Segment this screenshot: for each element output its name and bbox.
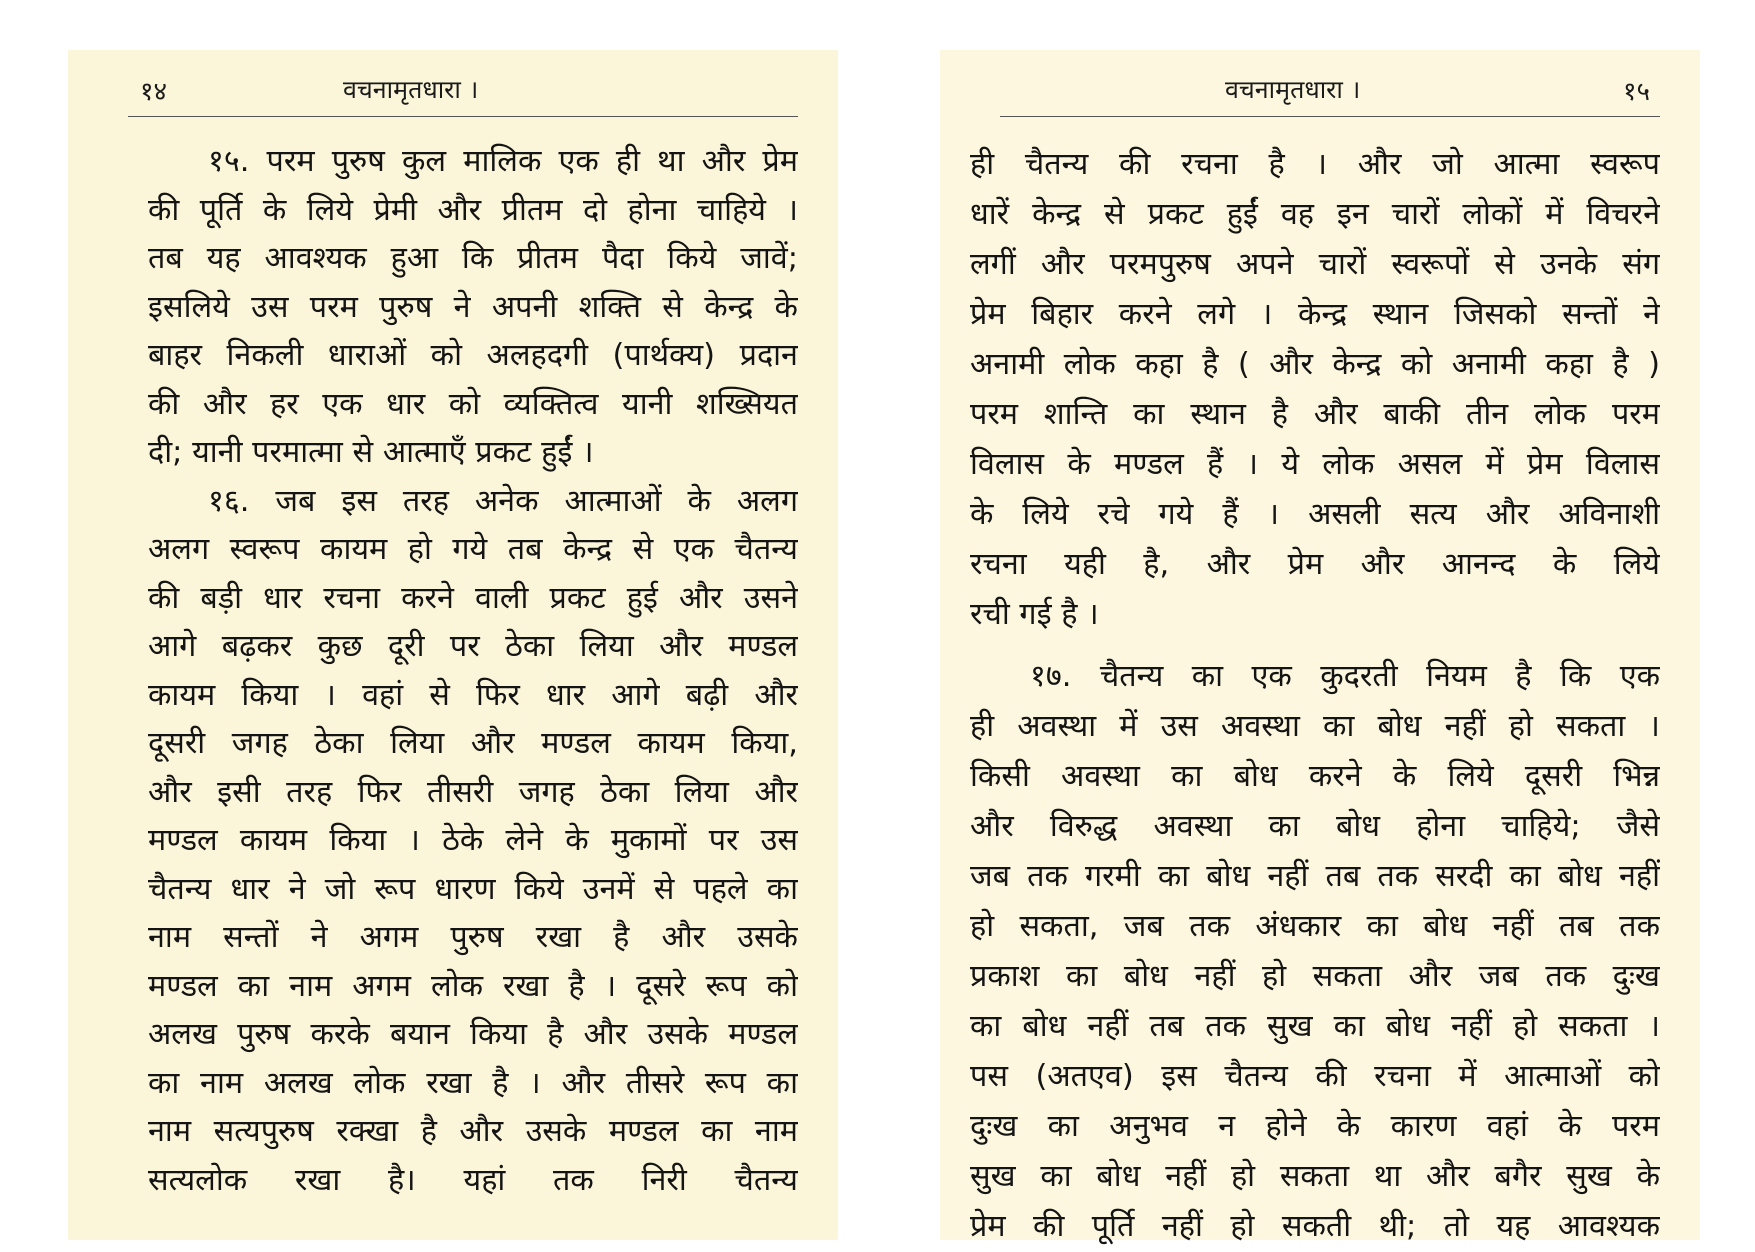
- text-line: दूसरी जगह ठेका लिया और मण्डल कायम किया,: [148, 726, 798, 761]
- paragraph-gap: [970, 640, 1660, 652]
- text-line: चैतन्य धार ने जो रूप धारण किये उनमें से पहले का: [148, 871, 798, 907]
- text-line: ही चैतन्य की रचना है । और जो आत्मा स्वरूप: [970, 147, 1660, 182]
- text-line: धारें केन्द्र से प्रकट हुईं वह इन चारों लोकों में विचरने: [970, 197, 1660, 232]
- text-line: अलग स्वरूप कायम हो गये तब केन्द्र से एक चैतन्य: [148, 532, 798, 567]
- text-line: लगीं और परमपुरुष अपने चारों स्वरूपों से उनके संग: [970, 247, 1660, 282]
- text-line: रचना यही है, और प्रेम और आनन्द के लिये: [970, 547, 1660, 582]
- text-line: इसलिये उस परम पुरुष ने अपनी शक्ति से केन्द्र के: [148, 289, 798, 325]
- text-line: पस (अतएव) इस चैतन्य की रचना में आत्माओं को: [970, 1059, 1660, 1094]
- text-line: परम शान्ति का स्थान है और बाकी तीन लोक परम: [970, 397, 1660, 432]
- page-number: १५: [1622, 77, 1650, 107]
- text-line: और इसी तरह फिर तीसरी जगह ठेका लिया और: [148, 774, 798, 810]
- right-page: [940, 50, 1700, 1244]
- text-line: अनामी लोक कहा है ( और केन्द्र को अनामी कहा है ): [970, 347, 1660, 382]
- text-line: रची गई है ।: [970, 597, 1099, 632]
- text-line: अलख पुरुष करके बयान किया है और उसके मण्डल: [148, 1017, 798, 1052]
- right-page-header: [1000, 72, 1660, 117]
- text-line: मण्डल का नाम अगम लोक रखा है । दूसरे रूप को: [148, 968, 798, 1004]
- text-line: प्रेम बिहार करने लगे । केन्द्र स्थान जिसको सन्तों ने: [970, 297, 1660, 332]
- text-line: सत्यलोक रखा है। यहां तक निरी चैतन्य: [148, 1162, 798, 1198]
- text-line: और विरुद्ध अवस्था का बोध होना चाहिये; जैसे: [970, 809, 1660, 844]
- text-line: की और हर एक धार को व्यक्तित्व यानी शख्सियत: [148, 386, 798, 422]
- text-line: के लिये रचे गये हैं । असली सत्य और अविनाशी: [970, 497, 1660, 532]
- text-line: दुःख का अनुभव न होने के कारण वहां के परम: [970, 1109, 1660, 1144]
- text-line: नाम सन्तों ने अगम पुरुष रखा है और उसके: [148, 920, 798, 955]
- running-title: वचनामृतधारा ।: [1225, 75, 1361, 104]
- text-line: जब तक गरमी का बोध नहीं तब तक सरदी का बोध नहीं: [970, 859, 1660, 894]
- text-line: तब यह आवश्यक हुआ कि प्रीतम पैदा किये जावें;: [148, 241, 798, 276]
- left-page-text: [148, 138, 798, 1205]
- text-line: की बड़ी धार रचना करने वाली प्रकट हुई और उसने: [148, 580, 798, 616]
- text-line: प्रेम की पूर्ति नहीं हो सकती थी; तो यह आवश्यक: [970, 1209, 1660, 1244]
- text-line: की पूर्ति के लिये प्रेमी और प्रीतम दो होना चाहिये ।: [148, 192, 798, 228]
- right-page-text: [970, 140, 1660, 1252]
- running-title: वचनामृतधारा ।: [343, 75, 479, 104]
- left-page: [68, 50, 838, 1240]
- text-line: दी; यानी परमात्मा से आत्माएँ प्रकट हुईं ।: [148, 435, 594, 470]
- text-line: १५. परम पुरुष कुल मालिक एक ही था और प्रेम: [208, 144, 798, 179]
- text-line: कायम किया । वहां से फिर धार आगे बढ़ी और: [148, 677, 798, 713]
- text-line: सुख का बोध नहीं हो सकता था और बगैर सुख के: [970, 1159, 1660, 1194]
- page-number: १४: [140, 77, 168, 107]
- text-line: मण्डल कायम किया । ठेके लेने के मुकामों पर उस: [148, 823, 798, 858]
- text-line: ही अवस्था में उस अवस्था का बोध नहीं हो सकता ।: [970, 709, 1660, 744]
- text-line: प्रकाश का बोध नहीं हो सकता और जब तक दुःख: [970, 959, 1660, 994]
- text-line: विलास के मण्डल हैं । ये लोक असल में प्रेम विलास: [970, 447, 1660, 482]
- left-page-header: [128, 72, 798, 117]
- text-line: बाहर निकली धाराओं को अलहदगी (पार्थक्य) प्रदान: [148, 338, 798, 373]
- text-line: का बोध नहीं तब तक सुख का बोध नहीं हो सकता ।: [970, 1009, 1660, 1044]
- text-line: आगे बढ़कर कुछ दूरी पर ठेका लिया और मण्डल: [148, 629, 798, 664]
- text-line: १७. चैतन्य का एक कुदरती नियम है कि एक: [1030, 659, 1660, 694]
- text-line: का नाम अलख लोक रखा है । और तीसरे रूप का: [148, 1065, 798, 1101]
- text-line: १६. जब इस तरह अनेक आत्माओं के अलग: [208, 483, 798, 519]
- text-line: नाम सत्यपुरुष रक्खा है और उसके मण्डल का नाम: [148, 1114, 798, 1149]
- text-line: हो सकता, जब तक अंधकार का बोध नहीं तब तक: [970, 909, 1660, 944]
- text-line: किसी अवस्था का बोध करने के लिये दूसरी भिन्न: [970, 759, 1660, 794]
